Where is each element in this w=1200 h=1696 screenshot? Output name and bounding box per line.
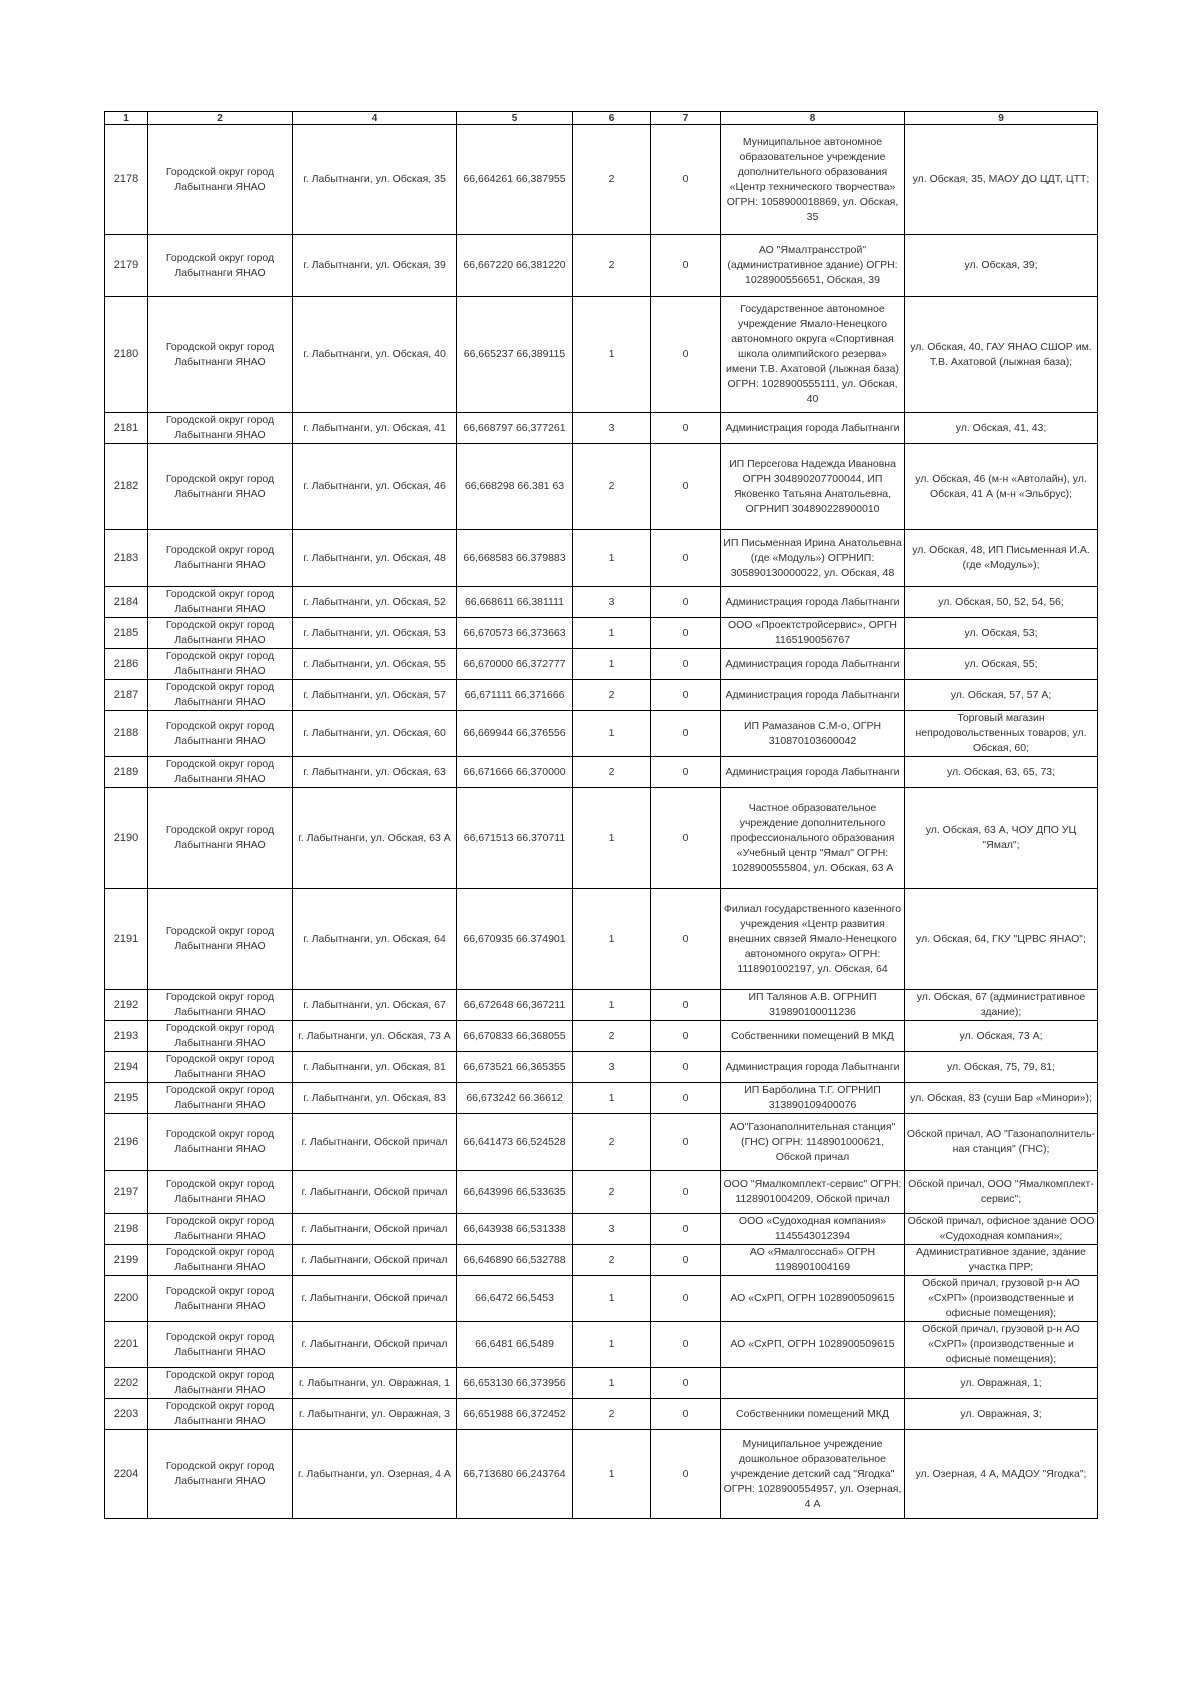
container-count-cell: 1 <box>573 1083 651 1114</box>
owner-cell: ООО "Ямалкомплект-сервис" ОГРН: 1128901004209, Обской причал <box>721 1171 905 1214</box>
container-count-cell: 1 <box>573 711 651 757</box>
table-row <box>105 1021 1098 1052</box>
coordinates-cell: 66,664261 66,387955 <box>457 125 573 235</box>
district-cell: Городской округ город Лабытнанги ЯНАО <box>148 413 293 444</box>
row-number: 2189 <box>105 757 148 788</box>
owner-cell: Администрация города Лабытнанги <box>721 680 905 711</box>
waste-sources-cell: ул. Обская, 40, ГАУ ЯНАО СШОР им. Т.В. Ахатовой (лыжная база); <box>905 297 1098 413</box>
column-7-cell: 0 <box>651 990 721 1021</box>
owner-cell <box>721 1368 905 1399</box>
column-header: 1 <box>105 112 148 125</box>
container-count-cell: 3 <box>573 587 651 618</box>
table-row <box>105 788 1098 889</box>
owner-cell: АО «СхРП, ОГРН 1028900509615 <box>721 1276 905 1322</box>
district-cell: Городской округ город Лабытнанги ЯНАО <box>148 1021 293 1052</box>
coordinates-cell: 66,713680 66,243764 <box>457 1430 573 1519</box>
container-count-cell: 1 <box>573 788 651 889</box>
coordinates-cell: 66,672648 66,367211 <box>457 990 573 1021</box>
address-cell: г. Лабытнанги, ул. Овражная, 3 <box>293 1399 457 1430</box>
owner-cell: Собственники помещений МКД <box>721 1399 905 1430</box>
waste-sources-cell: ул. Овражная, 1; <box>905 1368 1098 1399</box>
column-header: 9 <box>905 112 1098 125</box>
table-row <box>105 649 1098 680</box>
waste-sources-cell: ул. Обская, 35, МАОУ ДО ЦДТ, ЦТТ; <box>905 125 1098 235</box>
table-row <box>105 757 1098 788</box>
row-number: 2194 <box>105 1052 148 1083</box>
row-number: 2204 <box>105 1430 148 1519</box>
district-cell: Городской округ город Лабытнанги ЯНАО <box>148 1276 293 1322</box>
coordinates-cell: 66,646890 66,532788 <box>457 1245 573 1276</box>
waste-sources-cell: ул. Обская, 75, 79, 81; <box>905 1052 1098 1083</box>
owner-cell: АО «СхРП, ОГРН 1028900509615 <box>721 1322 905 1368</box>
container-count-cell: 1 <box>573 990 651 1021</box>
table-row <box>105 1052 1098 1083</box>
address-cell: г. Лабытнанги, ул. Обская, 40 <box>293 297 457 413</box>
district-cell: Городской округ город Лабытнанги ЯНАО <box>148 235 293 297</box>
coordinates-cell: 66,643996 66,533635 <box>457 1171 573 1214</box>
row-number: 2191 <box>105 889 148 990</box>
container-count-cell: 1 <box>573 649 651 680</box>
column-7-cell: 0 <box>651 1399 721 1430</box>
column-7-cell: 0 <box>651 1052 721 1083</box>
coordinates-cell: 66,653130 66,373956 <box>457 1368 573 1399</box>
owner-cell: ИП Барболина Т.Г. ОГРНИП 313890109400076 <box>721 1083 905 1114</box>
district-cell: Городской округ город Лабытнанги ЯНАО <box>148 297 293 413</box>
waste-sources-cell: ул. Обская, 64, ГКУ "ЦРВС ЯНАО"; <box>905 889 1098 990</box>
table-row <box>105 1276 1098 1322</box>
column-header: 4 <box>293 112 457 125</box>
owner-cell: Филиал государственного казенного учреждения «Центр развития внешних связей Ямало-Ненецкого автономного округа» ОГРН: 1118901002197, ул. Обская, 64 <box>721 889 905 990</box>
district-cell: Городской округ город Лабытнанги ЯНАО <box>148 1368 293 1399</box>
column-header: 8 <box>721 112 905 125</box>
column-7-cell: 0 <box>651 889 721 990</box>
row-number: 2199 <box>105 1245 148 1276</box>
column-7-cell: 0 <box>651 1214 721 1245</box>
owner-cell: Муниципальное учреждение дошкольное образовательное учреждение детский сад "Ягодка" ОГРН: 1028900554957, ул. Озерная, 4 А <box>721 1430 905 1519</box>
column-7-cell: 0 <box>651 125 721 235</box>
waste-sources-cell: Обской причал, грузовой р-н АО «СхРП» (производственные и офисные помещения); <box>905 1276 1098 1322</box>
row-number: 2183 <box>105 530 148 587</box>
row-number: 2178 <box>105 125 148 235</box>
table-body <box>105 125 1098 1519</box>
container-count-cell: 2 <box>573 1245 651 1276</box>
district-cell: Городской округ город Лабытнанги ЯНАО <box>148 1322 293 1368</box>
column-7-cell: 0 <box>651 530 721 587</box>
row-number: 2185 <box>105 618 148 649</box>
address-cell: г. Лабытнанги, ул. Обская, 67 <box>293 990 457 1021</box>
address-cell: г. Лабытнанги, ул. Обская, 53 <box>293 618 457 649</box>
table-row <box>105 587 1098 618</box>
district-cell: Городской округ город Лабытнанги ЯНАО <box>148 125 293 235</box>
owner-cell: Администрация города Лабытнанги <box>721 757 905 788</box>
table-row <box>105 530 1098 587</box>
coordinates-cell: 66,6472 66,5453 <box>457 1276 573 1322</box>
column-7-cell: 0 <box>651 711 721 757</box>
address-cell: г. Лабытнанги, ул. Овражная, 1 <box>293 1368 457 1399</box>
row-number: 2196 <box>105 1114 148 1171</box>
waste-sources-cell: ул. Обская, 55; <box>905 649 1098 680</box>
district-cell: Городской округ город Лабытнанги ЯНАО <box>148 757 293 788</box>
table-row <box>105 680 1098 711</box>
container-count-cell: 1 <box>573 1322 651 1368</box>
address-cell: г. Лабытнанги, ул. Обская, 73 А <box>293 1021 457 1052</box>
row-number: 2181 <box>105 413 148 444</box>
container-count-cell: 1 <box>573 1276 651 1322</box>
owner-cell: Государственное автономное учреждение Ямало-Ненецкого автономного округа «Спортивная школа олимпийского резерва» имени Т.В. Ахатовой (лыжная база) ОГРН: 1028900555111, ул. Обская, 40 <box>721 297 905 413</box>
owner-cell: АО"Газонаполнительная станция" (ГНС) ОГРН: 1148901000621, Обской причал <box>721 1114 905 1171</box>
owner-cell: ИП Рамазанов С.М-о, ОГРН 310870103600042 <box>721 711 905 757</box>
row-number: 2187 <box>105 680 148 711</box>
container-count-cell: 2 <box>573 125 651 235</box>
table-row <box>105 444 1098 530</box>
column-7-cell: 0 <box>651 1322 721 1368</box>
address-cell: г. Лабытнанги, ул. Обская, 35 <box>293 125 457 235</box>
coordinates-cell: 66,667220 66,381220 <box>457 235 573 297</box>
coordinates-cell: 66,670833 66,368055 <box>457 1021 573 1052</box>
waste-sources-cell: ул. Обская, 63 А, ЧОУ ДПО УЦ "Ямал"; <box>905 788 1098 889</box>
coordinates-cell: 66,643938 66,531338 <box>457 1214 573 1245</box>
owner-cell: Администрация города Лабытнанги <box>721 413 905 444</box>
district-cell: Городской округ город Лабытнанги ЯНАО <box>148 680 293 711</box>
row-number: 2186 <box>105 649 148 680</box>
coordinates-cell: 66,641473 66,524528 <box>457 1114 573 1171</box>
waste-sources-cell: Обской причал, ООО "Ямалкомплект-сервис"; <box>905 1171 1098 1214</box>
container-count-cell: 2 <box>573 680 651 711</box>
column-7-cell: 0 <box>651 413 721 444</box>
container-count-cell: 2 <box>573 1171 651 1214</box>
coordinates-cell: 66,668583 66.379883 <box>457 530 573 587</box>
registry-sheet <box>104 111 1097 1519</box>
column-header: 6 <box>573 112 651 125</box>
table-row <box>105 1430 1098 1519</box>
district-cell: Городской округ город Лабытнанги ЯНАО <box>148 711 293 757</box>
district-cell: Городской округ город Лабытнанги ЯНАО <box>148 618 293 649</box>
container-count-cell: 2 <box>573 1114 651 1171</box>
address-cell: г. Лабытнанги, ул. Обская, 41 <box>293 413 457 444</box>
column-7-cell: 0 <box>651 1276 721 1322</box>
address-cell: г. Лабытнанги, ул. Обская, 64 <box>293 889 457 990</box>
waste-sources-cell: ул. Обская, 50, 52, 54, 56; <box>905 587 1098 618</box>
container-count-cell: 2 <box>573 757 651 788</box>
owner-cell: Администрация города Лабытнанги <box>721 1052 905 1083</box>
waste-sources-cell: ул. Обская, 46 (м-н «Автолайн), ул. Обская, 41 А (м-н «Эльбрус); <box>905 444 1098 530</box>
column-7-cell: 0 <box>651 1083 721 1114</box>
district-cell: Городской округ город Лабытнанги ЯНАО <box>148 444 293 530</box>
coordinates-cell: 66,670935 66.374901 <box>457 889 573 990</box>
waste-sources-cell: ул. Обская, 83 (суши Бар «Минори»); <box>905 1083 1098 1114</box>
address-cell: г. Лабытнанги, Обской причал <box>293 1214 457 1245</box>
coordinates-cell: 66,673242 66.36612 <box>457 1083 573 1114</box>
table-row <box>105 413 1098 444</box>
row-number: 2195 <box>105 1083 148 1114</box>
row-number: 2182 <box>105 444 148 530</box>
address-cell: г. Лабытнанги, ул. Обская, 48 <box>293 530 457 587</box>
waste-sources-cell: Обской причал, грузовой р-н АО «СхРП» (производственные и офисные помещения); <box>905 1322 1098 1368</box>
column-7-cell: 0 <box>651 1368 721 1399</box>
column-7-cell: 0 <box>651 297 721 413</box>
table-row <box>105 235 1098 297</box>
district-cell: Городской округ город Лабытнанги ЯНАО <box>148 788 293 889</box>
row-number: 2193 <box>105 1021 148 1052</box>
owner-cell: Администрация города Лабытнанги <box>721 649 905 680</box>
address-cell: г. Лабытнанги, ул. Обская, 55 <box>293 649 457 680</box>
column-7-cell: 0 <box>651 1245 721 1276</box>
column-7-cell: 0 <box>651 1021 721 1052</box>
owner-cell: ООО «Проектстройсервис», ОРГН 1165190056767 <box>721 618 905 649</box>
address-cell: г. Лабытнанги, ул. Обская, 83 <box>293 1083 457 1114</box>
row-number: 2200 <box>105 1276 148 1322</box>
district-cell: Городской округ город Лабытнанги ЯНАО <box>148 1245 293 1276</box>
column-header: 2 <box>148 112 293 125</box>
table-row <box>105 1083 1098 1114</box>
row-number: 2198 <box>105 1214 148 1245</box>
address-cell: г. Лабытнанги, ул. Обская, 63 А <box>293 788 457 889</box>
container-count-cell: 1 <box>573 618 651 649</box>
table-row <box>105 1171 1098 1214</box>
table-row <box>105 990 1098 1021</box>
district-cell: Городской округ город Лабытнанги ЯНАО <box>148 1083 293 1114</box>
container-count-cell: 2 <box>573 1399 651 1430</box>
container-count-cell: 2 <box>573 1021 651 1052</box>
coordinates-cell: 66,665237 66,389115 <box>457 297 573 413</box>
address-cell: г. Лабытнанги, Обской причал <box>293 1171 457 1214</box>
waste-sources-cell: ул. Обская, 53; <box>905 618 1098 649</box>
column-7-cell: 0 <box>651 587 721 618</box>
address-cell: г. Лабытнанги, ул. Обская, 57 <box>293 680 457 711</box>
container-count-cell: 1 <box>573 889 651 990</box>
container-count-cell: 1 <box>573 297 651 413</box>
waste-sources-cell: ул. Озерная, 4 А, МАДОУ "Ягодка"; <box>905 1430 1098 1519</box>
address-cell: г. Лабытнанги, Обской причал <box>293 1322 457 1368</box>
waste-sources-cell: ул. Обская, 57, 57 А; <box>905 680 1098 711</box>
owner-cell: АО "Ямалтрансстрой" (административное здание) ОГРН: 1028900556651, Обская, 39 <box>721 235 905 297</box>
row-number: 2192 <box>105 990 148 1021</box>
coordinates-cell: 66,670573 66,373663 <box>457 618 573 649</box>
table-row <box>105 618 1098 649</box>
waste-sources-cell: Обской причал, офисное здание ООО «Судоходная компания»; <box>905 1214 1098 1245</box>
owner-cell: ИП Персегова Надежда Ивановна ОГРН 304890207700044, ИП Яковенко Татьяна Анатольевна, ОГРНИП 304890228900010 <box>721 444 905 530</box>
waste-sources-cell: Обской причал, АО "Газонаполнитель-ная станция" (ГНС); <box>905 1114 1098 1171</box>
container-count-cell: 3 <box>573 1214 651 1245</box>
table-row <box>105 889 1098 990</box>
coordinates-cell: 66,673521 66,365355 <box>457 1052 573 1083</box>
coordinates-cell: 66,668298 66.381 63 <box>457 444 573 530</box>
column-7-cell: 0 <box>651 618 721 649</box>
address-cell: г. Лабытнанги, Обской причал <box>293 1245 457 1276</box>
table-row <box>105 1322 1098 1368</box>
owner-cell: ИП Талянов А.В. ОГРНИП 319890100011236 <box>721 990 905 1021</box>
district-cell: Городской округ город Лабытнанги ЯНАО <box>148 649 293 680</box>
district-cell: Городской округ город Лабытнанги ЯНАО <box>148 1171 293 1214</box>
owner-cell: Собственники помещений В МКД <box>721 1021 905 1052</box>
waste-sources-cell: Торговый магазин непродовольственных товаров, ул. Обская, 60; <box>905 711 1098 757</box>
coordinates-cell: 66,671111 66,371666 <box>457 680 573 711</box>
container-count-cell: 1 <box>573 1368 651 1399</box>
district-cell: Городской округ город Лабытнанги ЯНАО <box>148 1430 293 1519</box>
address-cell: г. Лабытнанги, ул. Озерная, 4 А <box>293 1430 457 1519</box>
district-cell: Городской округ город Лабытнанги ЯНАО <box>148 889 293 990</box>
address-cell: г. Лабытнанги, ул. Обская, 39 <box>293 235 457 297</box>
row-number: 2179 <box>105 235 148 297</box>
column-7-cell: 0 <box>651 680 721 711</box>
owner-cell: ИП Письменная Ирина Анатольевна (где «Модуль») ОГРНИП: 305890130000022, ул. Обская, 48 <box>721 530 905 587</box>
address-cell: г. Лабытнанги, ул. Обская, 52 <box>293 587 457 618</box>
coordinates-cell: 66,671666 66,370000 <box>457 757 573 788</box>
column-7-cell: 0 <box>651 1114 721 1171</box>
table-row <box>105 711 1098 757</box>
column-header: 7 <box>651 112 721 125</box>
district-cell: Городской округ город Лабытнанги ЯНАО <box>148 1214 293 1245</box>
row-number: 2188 <box>105 711 148 757</box>
table-row <box>105 1368 1098 1399</box>
row-number: 2203 <box>105 1399 148 1430</box>
waste-sources-cell: ул. Обская, 67 (административное здание); <box>905 990 1098 1021</box>
address-cell: г. Лабытнанги, Обской причал <box>293 1114 457 1171</box>
address-cell: г. Лабытнанги, ул. Обская, 63 <box>293 757 457 788</box>
owner-cell: АО «Ямалгосснаб» ОГРН 1198901004169 <box>721 1245 905 1276</box>
table-row <box>105 297 1098 413</box>
column-7-cell: 0 <box>651 444 721 530</box>
owner-cell: Муниципальное автономное образовательное учреждение дополнительного образования «Центр технического творчества» ОГРН: 1058900018869, ул. Обская, 35 <box>721 125 905 235</box>
waste-sources-cell: ул. Обская, 41, 43; <box>905 413 1098 444</box>
registry-table <box>104 111 1098 1519</box>
table-row <box>105 125 1098 235</box>
coordinates-cell: 66,671513 66.370711 <box>457 788 573 889</box>
row-number: 2190 <box>105 788 148 889</box>
column-7-cell: 0 <box>651 788 721 889</box>
container-count-cell: 1 <box>573 530 651 587</box>
table-row <box>105 1214 1098 1245</box>
coordinates-cell: 66,668611 66,381111 <box>457 587 573 618</box>
row-number: 2197 <box>105 1171 148 1214</box>
container-count-cell: 3 <box>573 413 651 444</box>
column-7-cell: 0 <box>651 757 721 788</box>
column-7-cell: 0 <box>651 1171 721 1214</box>
waste-sources-cell: Административное здание, здание участка ПРР; <box>905 1245 1098 1276</box>
coordinates-cell: 66,669944 66,376556 <box>457 711 573 757</box>
column-7-cell: 0 <box>651 1430 721 1519</box>
header-row <box>105 112 1098 125</box>
owner-cell: Администрация города Лабытнанги <box>721 587 905 618</box>
district-cell: Городской округ город Лабытнанги ЯНАО <box>148 587 293 618</box>
container-count-cell: 3 <box>573 1052 651 1083</box>
table-row <box>105 1114 1098 1171</box>
container-count-cell: 1 <box>573 1430 651 1519</box>
row-number: 2180 <box>105 297 148 413</box>
coordinates-cell: 66,670000 66,372777 <box>457 649 573 680</box>
coordinates-cell: 66,651988 66,372452 <box>457 1399 573 1430</box>
row-number: 2184 <box>105 587 148 618</box>
waste-sources-cell: ул. Овражная, 3; <box>905 1399 1098 1430</box>
waste-sources-cell: ул. Обская, 48, ИП Письменная И.А. (где «Модуль»); <box>905 530 1098 587</box>
column-7-cell: 0 <box>651 649 721 680</box>
column-7-cell: 0 <box>651 235 721 297</box>
waste-sources-cell: ул. Обская, 73 А; <box>905 1021 1098 1052</box>
waste-sources-cell: ул. Обская, 63, 65, 73; <box>905 757 1098 788</box>
coordinates-cell: 66,6481 66,5489 <box>457 1322 573 1368</box>
waste-sources-cell: ул. Обская, 39; <box>905 235 1098 297</box>
container-count-cell: 2 <box>573 444 651 530</box>
table-row <box>105 1245 1098 1276</box>
owner-cell: ООО «Судоходная компания» 1145543012394 <box>721 1214 905 1245</box>
column-header: 5 <box>457 112 573 125</box>
row-number: 2202 <box>105 1368 148 1399</box>
row-number: 2201 <box>105 1322 148 1368</box>
address-cell: г. Лабытнанги, ул. Обская, 46 <box>293 444 457 530</box>
district-cell: Городской округ город Лабытнанги ЯНАО <box>148 530 293 587</box>
table-row <box>105 1399 1098 1430</box>
coordinates-cell: 66,668797 66,377261 <box>457 413 573 444</box>
district-cell: Городской округ город Лабытнанги ЯНАО <box>148 1399 293 1430</box>
address-cell: г. Лабытнанги, Обской причал <box>293 1276 457 1322</box>
owner-cell: Частное образовательное учреждение дополнительного профессионального образования «Учебный центр "Ямал" ОГРН: 1028900555804, ул. Обская, 63 А <box>721 788 905 889</box>
address-cell: г. Лабытнанги, ул. Обская, 81 <box>293 1052 457 1083</box>
address-cell: г. Лабытнанги, ул. Обская, 60 <box>293 711 457 757</box>
district-cell: Городской округ город Лабытнанги ЯНАО <box>148 1052 293 1083</box>
district-cell: Городской округ город Лабытнанги ЯНАО <box>148 990 293 1021</box>
district-cell: Городской округ город Лабытнанги ЯНАО <box>148 1114 293 1171</box>
container-count-cell: 2 <box>573 235 651 297</box>
